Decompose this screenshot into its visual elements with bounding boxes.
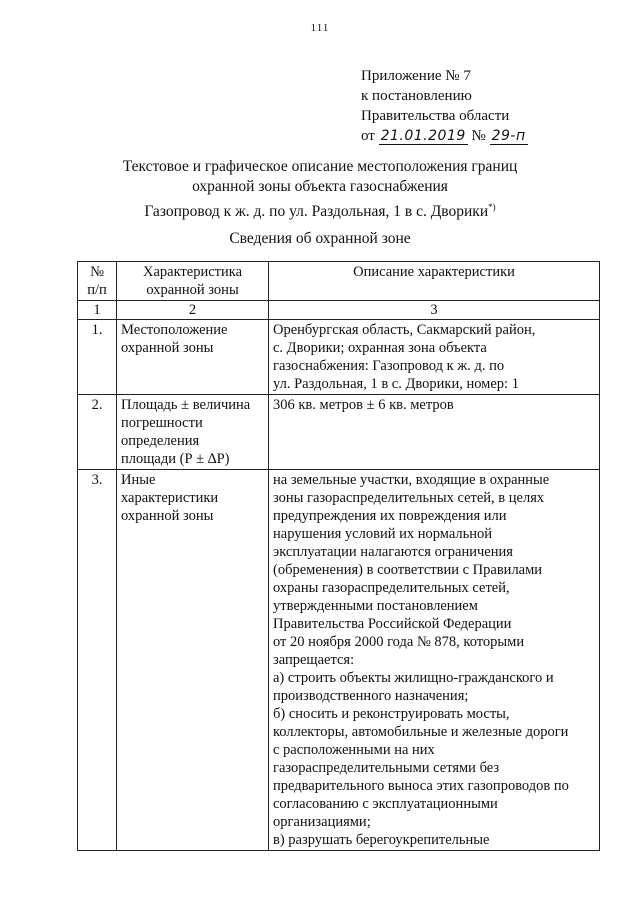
row-characteristic — [117, 320, 269, 395]
description-line: с. Дворики; охранная зона объекта — [273, 340, 487, 356]
header-char-line: Характеристика — [142, 264, 243, 280]
title-line-3-text: Газопровод к ж. д. по ул. Раздольная, 1 в с. Дворики — [144, 203, 489, 221]
description-line: (обременения) в соответствии с Правилами — [273, 562, 543, 578]
description-line: на земельные участки, входящие в охранные — [273, 472, 550, 488]
title-line-1: Текстовое и графическое описание местоположения границ — [122, 158, 518, 175]
description-line: б) сносить и реконструировать мосты, — [273, 706, 510, 722]
index-cell: 1 — [78, 301, 117, 320]
description-line: эксплуатации налагаются ограничения — [273, 544, 513, 560]
row-description — [269, 395, 600, 470]
characteristic-line: характеристики — [121, 490, 219, 506]
description-line: организациями; — [273, 814, 371, 830]
row-characteristic — [117, 395, 269, 470]
table-body — [78, 320, 600, 851]
description-line: предупреждения их повреждения или — [273, 508, 507, 524]
number-prefix: № — [471, 128, 486, 144]
description-line: от 20 ноября 2000 года № 878, которыми — [273, 634, 525, 650]
title-line-2: охранной зоны объекта газоснабжения — [192, 178, 448, 195]
appendix-date-line — [361, 126, 528, 146]
header-desc-line: Описание характеристики — [353, 264, 515, 280]
characteristic-line: определения — [121, 433, 200, 449]
description-line: согласованию с эксплуатационными — [273, 796, 498, 812]
appendix-line-1: Приложение № 7 — [361, 68, 471, 84]
description-line: коллекторы, автомобильные и железные дороги — [273, 724, 569, 740]
date-prefix: от — [361, 128, 375, 144]
characteristic-line: Местоположение — [121, 322, 228, 338]
section-subtitle: Сведения об охранной зоне — [229, 230, 411, 247]
characteristic-line: Иные — [121, 472, 156, 488]
appendix-line-3: Правительства области — [361, 108, 510, 124]
description-line: ул. Раздольная, 1 в с. Дворики, номер: 1 — [273, 376, 519, 392]
characteristic-line: охранной зоны — [121, 340, 214, 356]
handwritten-number: 29-п — [491, 128, 526, 144]
row-description — [269, 470, 600, 851]
description-line: предварительного выноса этих газопроводов по — [273, 778, 569, 794]
table-index-row — [78, 301, 600, 320]
index-cell: 3 — [269, 301, 600, 320]
document-title — [0, 157, 640, 222]
header-char-line: охранной зоны — [146, 282, 239, 298]
row-description — [269, 320, 600, 395]
description-line: газоснабжения: Газопровод к ж. д. по — [273, 358, 505, 374]
description-line: производственного назначения; — [273, 688, 469, 704]
appendix-block — [361, 66, 528, 146]
row-number: 1. — [78, 320, 117, 395]
table-row — [78, 395, 600, 470]
table-header-row — [78, 262, 600, 301]
description-line: нарушения условий их нормальной — [273, 526, 493, 542]
description-line: в) разрушать берегоукрепительные — [273, 832, 490, 848]
row-number: 3. — [78, 470, 117, 851]
description-line: а) строить объекты жилищно-гражданского и — [273, 670, 554, 686]
header-description — [269, 262, 600, 301]
description-line: с расположенными на них — [273, 742, 435, 758]
row-number: 2. — [78, 395, 117, 470]
header-characteristic — [117, 262, 269, 301]
footnote-mark: *) — [488, 202, 496, 212]
description-line: охраны газораспределительных сетей, — [273, 580, 510, 596]
index-cell: 2 — [117, 301, 269, 320]
description-line: Правительства Российской Федерации — [273, 616, 512, 632]
characteristic-line: погрешности — [121, 415, 203, 431]
row-characteristic — [117, 470, 269, 851]
description-line: зоны газораспределительных сетей, в целях — [273, 490, 545, 506]
appendix-line-2: к постановлению — [361, 88, 472, 104]
table-row — [78, 320, 600, 395]
description-line: газораспределительными сетями без — [273, 760, 500, 776]
characteristic-line: Площадь ± величина — [121, 397, 251, 413]
description-line: утвержденными постановлением — [273, 598, 478, 614]
description-line: Оренбургская область, Сакмарский район, — [273, 322, 536, 338]
characteristic-line: площади (Р ± ∆Р) — [121, 451, 230, 467]
header-num-line: п/п — [87, 282, 107, 298]
header-num — [78, 262, 117, 301]
handwritten-date: 21.01.2019 — [380, 128, 466, 144]
title-line-3 — [0, 197, 640, 222]
protection-zone-table — [77, 261, 600, 851]
description-line: запрещается: — [273, 652, 355, 668]
characteristic-line: охранной зоны — [121, 508, 214, 524]
table-row — [78, 470, 600, 851]
description-line: 306 кв. метров ± 6 кв. метров — [273, 397, 454, 413]
header-num-line: № — [90, 264, 104, 280]
page-number: 111 — [310, 22, 330, 34]
